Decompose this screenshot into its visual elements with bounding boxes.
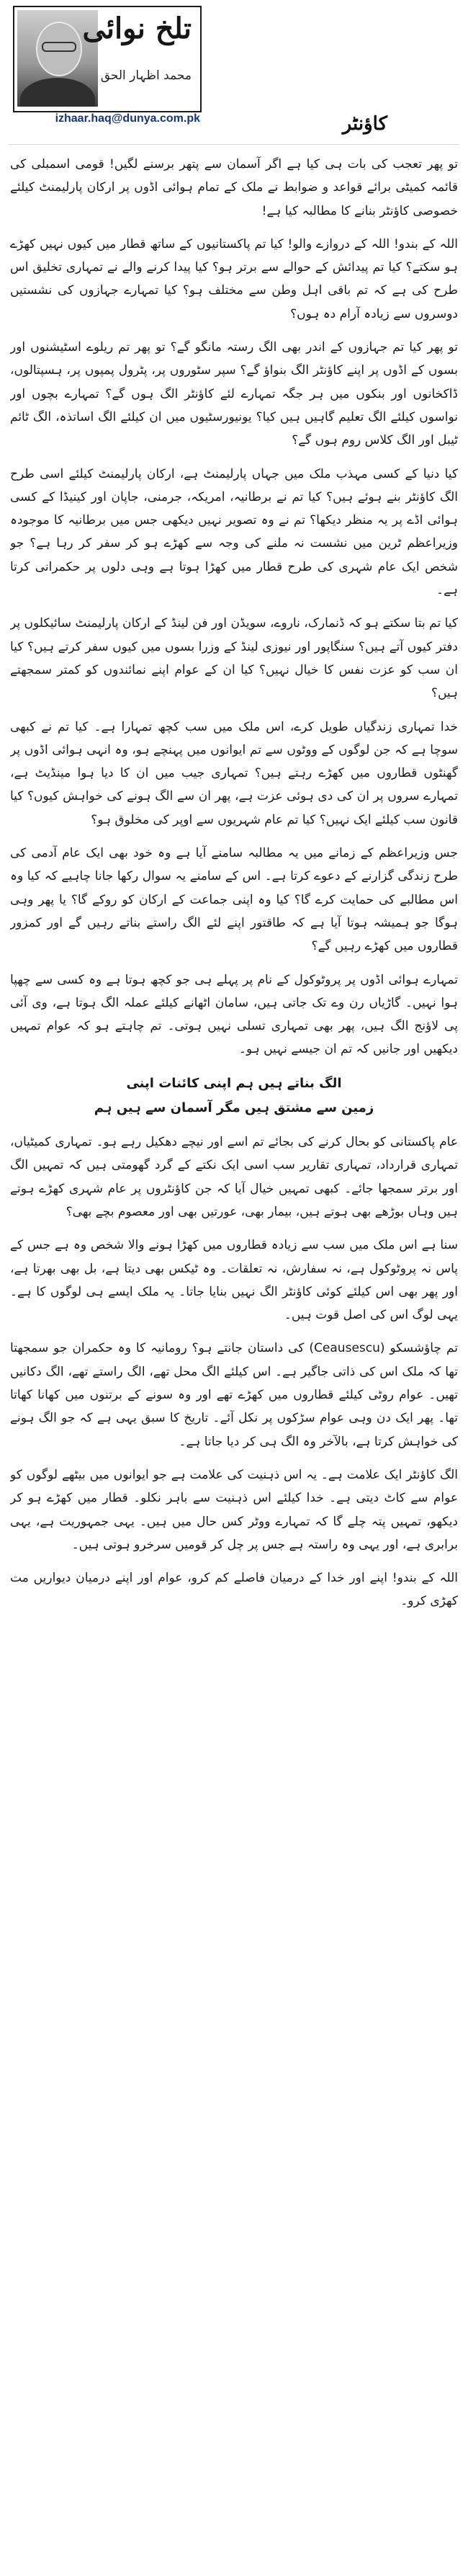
article-paragraph: اللہ کے بندو! اللہ کے دروازے والو! کیا تم پاکستانیوں کے ساتھ قطار میں کیوں نہیں کھڑے ہو سکتے؟ کیا تم پیدائش کے حوالے سے برتر ہو؟ کیا پیدا کرنے والے نے تمہاری تخلیق اس طرح کی ہے کہ تم باقی اہل وطن سے مختلف ہو؟ کیا تمہارے جہازوں کی نشستیں دوسروں سے زیادہ آرام دہ ہوں؟ <box>10 236 458 321</box>
author-email[interactable]: izhaar.haq@dunya.com.pk <box>55 112 200 125</box>
article-paragraph: تو پھر کیا تم جہازوں کے اندر بھی الگ رستہ مانگو گے؟ تو پھر تم ریلوے اسٹیشنوں اور بسوں کے اڈوں پر اپنے کاؤنٹر الگ بنواؤ گے؟ سپر سٹوروں پر، پٹرول پمپوں پر، ہسپتالوں، ڈاکخانوں اور بنکوں میں ہر جگہ تمہارے لئے کاؤنٹر الگ ہوں گے؟ تمہارے بچوں اور نواسوں کیلئے الگ تعلیم گاہیں ہیں کیا؟ یونیورسٹیوں میں ان کیلئے الگ اساتذہ، الگ ٹائم ٹیبل اور الگ کلاس روم ہوں گے؟ <box>10 340 458 448</box>
article-paragraph: کیا تم بتا سکتے ہو کہ ڈنمارک، ناروے، سویڈن اور فن لینڈ کے ارکان پارلیمنٹ سائیکلوں پر دفتر کیوں آتے ہیں؟ سنگاپور اور نیوزی لینڈ کے وزرا بسوں میں کیوں سفر کرتے ہیں؟ کیا ان سب کو عزت نفس کا خیال نہیں؟ کیا ان کے عوام اپنے نمائندوں کو کمتر سمجھتے ہیں؟ <box>10 616 458 701</box>
article-body <box>10 153 458 2559</box>
article-paragraph: تم چاؤشسکو (Ceausescu) کی داستان جانتے ہو؟ رومانیہ کا وہ حکمران جو سمجھتا تھا کہ ملک اس کی ذاتی جاگیر ہے۔ اس کیلئے الگ محل تھے، الگ راستے تھے، الگ دکانیں تھیں۔ عوام روٹی کیلئے قطاروں میں کھڑے تھے اور وہ سونے کے برتنوں میں کھانا کھاتا تھا۔ پھر ایک دن وہی عوام سڑکوں پر نکل آئے۔ تاریخ کا سبق یہی ہے کہ جو الگ ہونے کی خواہش کرتا ہے، بالآخر وہ الگ ہی کر دیا جاتا ہے۔ <box>10 1341 458 1449</box>
author-photo-glasses <box>42 42 76 52</box>
column-masthead <box>9 0 459 145</box>
article-paragraph: عام پاکستانی کو بحال کرنے کی بجائے تم اسے اور نیچے دھکیل رہے ہو۔ تمہاری کمیٹیاں، تمہاری قرارداد، تمہاری تقاریر سب اسی ایک نکتے کے گرد گھومتی ہیں کہ تمہیں الگ اور برتر سمجھا جائے۔ کبھی تمہیں خیال آیا کہ جن کاؤنٹروں پر عام شہری کھڑے ہوتے ہیں وہاں بوڑھے بھی ہوتے ہیں، بیمار بھی، عورتیں بھی اور معصوم بچے بھی؟ <box>10 1135 458 1219</box>
article-paragraph: سنا ہے اس ملک میں سب سے زیادہ قطاروں میں کھڑا ہونے والا شخص وہ ہے جس کے پاس نہ پروٹوکول ہے، نہ سفارش، نہ تعلقات۔ وہ ٹیکس بھی دیتا ہے، بل بھی بھرتا ہے، اور پھر بھی اس کیلئے کوئی کاؤنٹر الگ نہیں بنایا جاتا۔ یہ ملک ایسے ہی لوگوں کا ہے۔ یہی لوگ اس کی اصل قوت ہیں۔ <box>10 1238 458 1323</box>
article-paragraph: خدا تمہاری زندگیاں طویل کرے، اس ملک میں سب کچھ تمہارا ہے۔ کیا تم نے کبھی سوچا ہے کہ جن لوگوں کے ووٹوں سے تم ایوانوں میں پہنچے ہو، وہ انہی ہوائی اڈوں پر گھنٹوں قطاروں میں کھڑے رہتے ہیں؟ تمہاری جیب میں ان کا دیا ہوا مینڈیٹ ہے، تمہارے سروں پر ان کی دی ہوئی عزت ہے، پھر ان سے الگ ہونے کی خواہش کیوں؟ کیا قانون سب کیلئے ایک نہیں؟ کیا تم عام شہریوں سے اوپر کی مخلوق ہو؟ <box>10 719 458 827</box>
author-name: محمد اظہار الحق <box>100 68 192 83</box>
article-paragraph: تو پھر تعجب کی بات ہی کیا ہے اگر آسمان سے پتھر برسنے لگیں! قومی اسمبلی کی قائمہ کمیٹی برائے قواعد و ضوابط نے ملک کے تمام ہوائی اڈوں پر ارکان پارلیمنٹ کیلئے خصوصی کاؤنٹر بنانے کا مطالبہ کیا ہے! <box>10 157 458 218</box>
article-paragraph: اللہ کے بندو! اپنے اور خدا کے درمیان فاصلے کم کرو، عوام اور اپنے درمیان دیواریں مت کھڑی کرو۔ <box>10 1571 458 1609</box>
article-paragraph: جس وزیراعظم کے زمانے میں یہ مطالبہ سامنے آیا ہے وہ خود بھی ایک عام آدمی کی طرح زندگی گزارنے کے دعوے کرتا ہے۔ اس کے سامنے یہ سوال رکھا جانا چاہیے کہ کیا وہ اس مطالبے کی حمایت کرے گا؟ کیا وہ اپنی جماعت کے ارکان کو روکے گا؟ یا پھر وہی ہوگا جو ہمیشہ ہوتا آیا ہے کہ طاقتور اپنے لئے الگ راستے بناتے رہیں گے اور کمزور قطاروں میں کھڑے رہیں گے؟ <box>10 846 458 954</box>
author-photo-body <box>20 78 95 107</box>
poetry-verse <box>10 1071 458 1120</box>
article-paragraph: الگ کاؤنٹر ایک علامت ہے۔ یہ اس ذہنیت کی علامت ہے جو ایوانوں میں بیٹھے لوگوں کو عوام سے کاٹ دیتی ہے۔ خدا کیلئے اس ذہنیت سے باہر نکلو۔ قطار میں کھڑے ہو کر دیکھو، تمہیں پتہ چلے گا کہ تمہارے ووٹر کس حال میں ہیں۔ یہی جمہوریت ہے، یہی برابری ہے، اور یہی وہ راستہ ہے جس پر چل کر قومیں سرخرو ہوتی ہیں۔ <box>10 1467 458 1552</box>
article-paragraph: تمہارے ہوائی اڈوں پر پروٹوکول کے نام پر پہلے ہی جو کچھ ہوتا ہے وہ کسی سے چھپا ہوا نہیں۔ گاڑیاں رن وے تک جاتی ہیں، سامان اٹھانے کیلئے عملہ الگ ہوتا ہے، وی آئی پی لاؤنج الگ ہیں، پھر بھی تمہاری تسلی نہیں ہوتی۔ تم چاہتے ہو کہ عوام تمہیں دیکھیں اور جانیں کہ تم ان جیسے نہیں ہو۔ <box>10 972 458 1057</box>
column-name: تلخ نوائی <box>82 12 192 45</box>
article-paragraph: کیا دنیا کے کسی مہذب ملک میں جہاں پارلیمنٹ ہے، ارکان پارلیمنٹ کیلئے اسی طرح الگ کاؤنٹر بنے ہوئے ہیں؟ کیا تم نے برطانیہ، امریکہ، جرمنی، جاپان اور کینیڈا کے کسی ہوائی اڈے پر یہ منظر دیکھا؟ تم نے وہ تصویر نہیں دیکھی جس میں برطانیہ کا موجودہ وزیراعظم ٹرین میں نشست نہ ملنے کی وجہ سے کھڑے ہو کر سفر کر رہا ہے؟ جو شخص ایک عام شہری کی طرح قطار میں کھڑا ہوتا ہے وہی دلوں پر حکمرانی کرتا ہے۔ <box>10 466 458 598</box>
verse-line: زمین سے مشتق ہیں مگر آسمان سے ہیں ہم <box>94 1100 374 1115</box>
column-logo <box>13 6 202 114</box>
article-title: کاؤنٹر <box>342 113 387 135</box>
verse-line: الگ بناتے ہیں ہم اپنی کائنات اپنی <box>126 1075 342 1091</box>
